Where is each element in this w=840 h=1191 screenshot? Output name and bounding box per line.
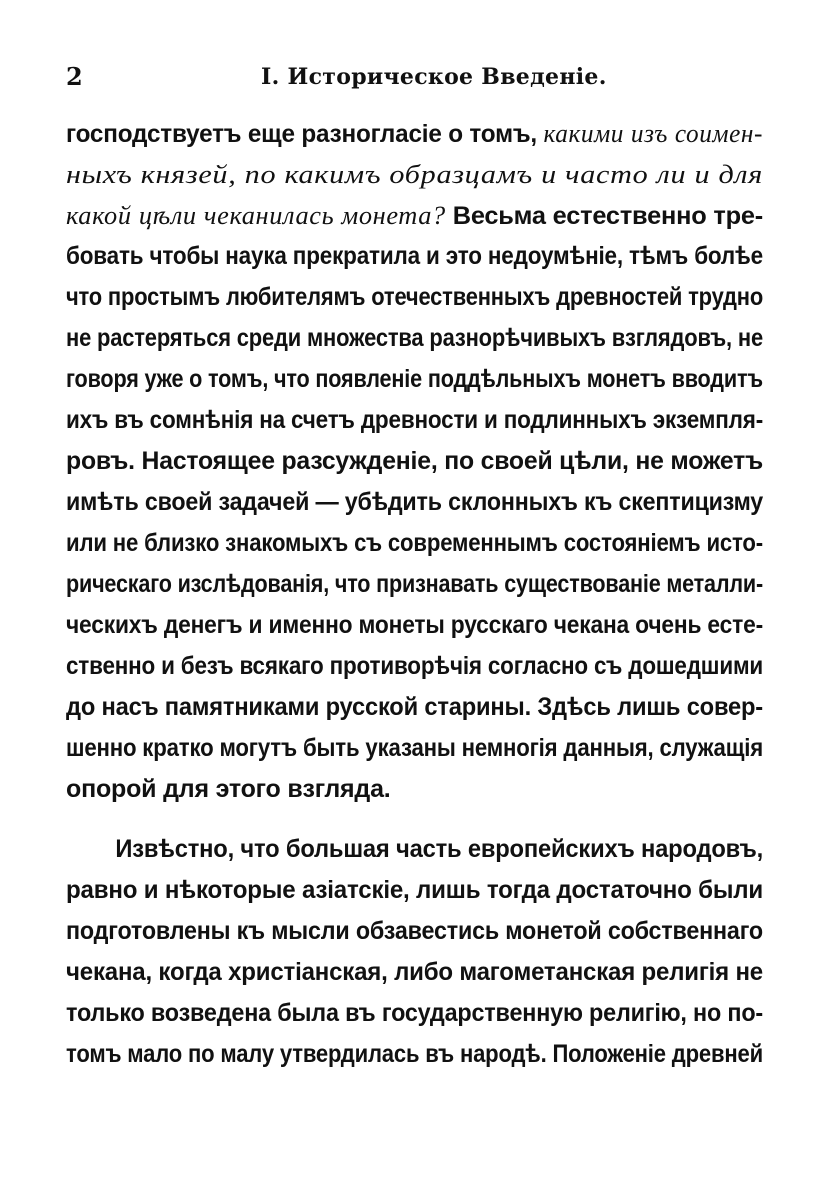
text-run: бовать чтобы наука прекратила и это недоумѣнiе, тѣмъ болѣе: [66, 242, 763, 270]
running-title: I. Историческое Введенiе.: [261, 64, 607, 90]
text-line: [66, 728, 764, 769]
text-line: [66, 687, 764, 728]
text-line: [66, 564, 764, 605]
text-run: томъ мало по малу утвердилась въ народѣ. Положенiе древней: [66, 1040, 763, 1068]
text-run: подготовлены къ мысли обзавестись монетой собственнаго: [66, 917, 763, 945]
text-run: рическаго изслѣдованiя, что признавать существованiе металли-: [66, 570, 764, 598]
text-run: говоря уже о томъ, что появленiе поддѣльныхъ монетъ вводитъ: [66, 365, 763, 393]
text-line: [66, 236, 763, 277]
text-line: [66, 605, 763, 646]
text-run: до насъ памятниками русской старины. Здѣсь лишь совер-: [66, 693, 764, 721]
paragraph: [66, 113, 763, 810]
text-run: ческихъ денегъ и именно монеты русскаго чекана очень есте-: [66, 611, 763, 639]
text-line: [66, 359, 763, 400]
text-line: [66, 952, 763, 993]
text-line: [66, 318, 763, 359]
italic-text-run: какой цѣли чеканилась монета?: [66, 201, 446, 230]
text-line: [66, 911, 763, 952]
page-number: 2: [66, 62, 83, 91]
text-line: [66, 870, 763, 911]
text-line: [66, 195, 773, 236]
text-line: [66, 277, 764, 318]
text-line: [66, 646, 764, 687]
text-run: господствуетъ еще разногласiе о томъ,: [66, 120, 544, 148]
text-run: не растеряться среди множества разнорѣчивыхъ взглядовъ, не: [66, 324, 763, 352]
text-line: [66, 1034, 763, 1075]
text-line: [66, 829, 763, 870]
text-run: что простымъ любителямъ отечественныхъ древностей трудно: [66, 283, 764, 311]
text-line: [66, 400, 764, 441]
text-run: Весьма естественно тре-: [445, 202, 764, 230]
text-run: ровъ. Настоящее разсужденiе, по своей цѣли, не можетъ: [66, 447, 763, 475]
text-run: опорой для этого взгляда.: [66, 775, 391, 803]
text-run: или не близко знакомыхъ съ современнымъ состоянiемъ исто-: [66, 529, 763, 557]
text-run: ихъ въ сомнѣнiя на счетъ древности и подлинныхъ экземпля-: [66, 406, 764, 434]
paragraph: [66, 829, 763, 1075]
text-run: равно и нѣкоторые азiатскiе, лишь тогда достаточно были: [66, 876, 763, 904]
text-line: [66, 769, 763, 810]
text-line: [66, 154, 840, 195]
text-run: имѣть своей задачей — убѣдить склонныхъ къ скептицизму: [66, 488, 764, 516]
italic-text-run: какими изъ соимен-: [543, 119, 764, 148]
italic-text-run: ныхъ князей, по какимъ образцамъ и часто ли и для: [66, 160, 764, 189]
text-line: [66, 482, 764, 523]
text-run: шенно кратко могутъ быть указаны немногiя данныя, служащiя: [66, 734, 764, 762]
text-run: чекана, когда христiанская, либо магометанская религiя не: [66, 958, 763, 986]
body-text: [66, 113, 763, 1075]
text-run: только возведена была въ государственную религiю, но по-: [66, 999, 764, 1027]
text-run: Извѣстно, что большая часть европейскихъ народовъ,: [115, 835, 763, 863]
running-head: [66, 60, 766, 94]
text-line: [66, 993, 764, 1034]
text-run: ственно и безъ всякаго противорѣчiя согласно съ дошедшими: [66, 652, 764, 680]
text-line: [66, 113, 764, 154]
text-line: [66, 441, 763, 482]
text-line: [66, 523, 763, 564]
